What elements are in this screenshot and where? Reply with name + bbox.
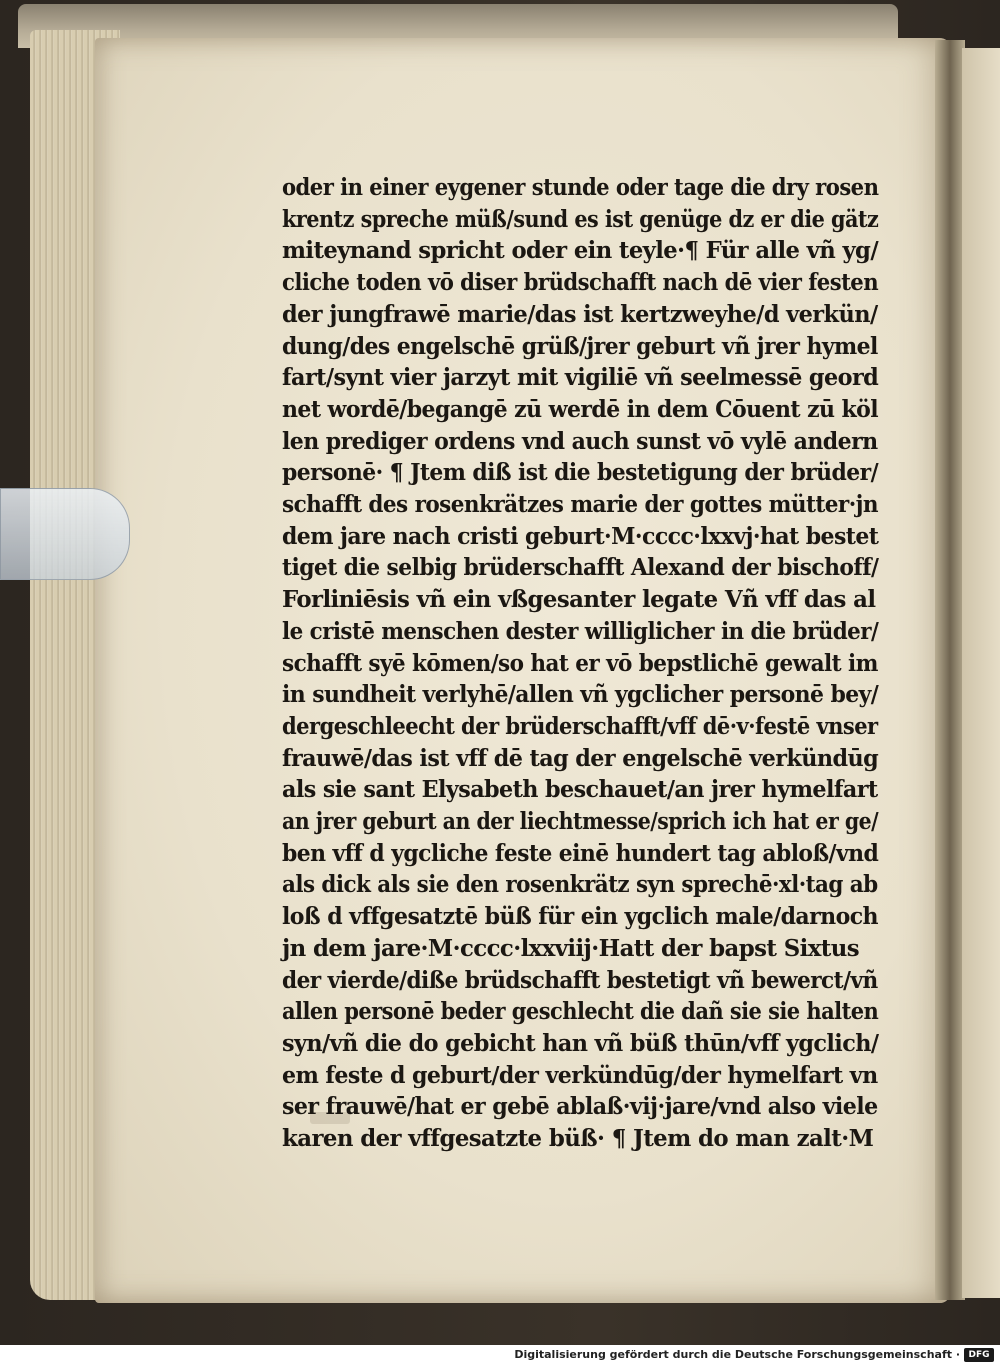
text-line: der jungfrawē marie/das ist kertzweyhe/d verkün/	[282, 300, 878, 328]
text-line: schafft syē kōmen/so hat er vō bepstlichē gewalt im	[282, 649, 878, 677]
text-line: krentz spreche müß/sund es ist genüge dz er die gätz	[282, 205, 879, 233]
text-line: oder in einer eygener stunde oder tage die dry rosen	[282, 174, 879, 201]
text-line: jn dem jare·M·cccc·lxxviij·Hatt der bapst Sixtus	[282, 934, 859, 962]
text-line: der vierde/diße brüdschafft bestetigt vñ bewerct/vñ	[282, 966, 878, 994]
page-clip	[0, 488, 130, 580]
book-gutter	[935, 40, 965, 1300]
text-line: dung/des engelschē grüß/jrer geburt vñ jrer hymel	[282, 332, 878, 360]
text-line: personē· ¶ Jtem diß ist die bestetigung der brüder/	[282, 459, 878, 487]
text-line: cliche toden vō diser brüdschafft nach dē vier festen	[282, 269, 879, 297]
footer-credit: Digitalisierung gefördert durch die Deutsche Forschungsgemeinschaft ·	[514, 1348, 960, 1361]
text-line: miteynand spricht oder ein teyle·¶ Für alle vñ yg/	[282, 237, 879, 265]
text-line: tiget die selbig brüderschafft Alexand der bischoff/	[282, 554, 879, 582]
text-line: loß d vffgesatztē büß für ein ygclich male/darnoch	[282, 903, 879, 931]
text-line: schafft des rosenkrätzes marie der gottes mütter·jn	[282, 491, 879, 519]
text-line: als dick als sie den rosenkrätz syn sprechē·xl·tag ab	[282, 871, 878, 899]
text-line: fart/synt vier jarzyt mit vigiliē vñ seelmessē geord	[282, 364, 879, 392]
text-line: syn/vñ die do gebicht han vñ büß thūn/vff ygclich/	[282, 1029, 879, 1057]
text-line: ser frauwē/hat er gebē ablaß·vij·jare/vnd also viele	[282, 1093, 878, 1121]
text-line: frauwē/das ist vff dē tag der engelschē verkündūg	[282, 744, 879, 772]
text-line: em feste d geburt/der verkündūg/der hymelfart vn	[282, 1061, 878, 1089]
footer	[0, 1345, 1000, 1366]
text-line: an jrer geburt an der liechtmesse/sprich ich hat er ge/	[282, 808, 879, 836]
text-line: ben vff d ygcliche feste einē hundert tag abloß/vnd	[282, 839, 879, 867]
page-text	[282, 172, 882, 1155]
text-line: dem jare nach cristi geburt·M·cccc·lxxvj·hat bestet	[282, 522, 879, 550]
next-page-edge	[962, 48, 1000, 1298]
text-line: le cristē menschen dester williglicher in die brüder/	[282, 617, 879, 645]
text-line: Forliniēsis vñ ein vßgesanter legate Vñ vff das al	[282, 586, 876, 614]
dfg-logo[interactable]: DFG	[964, 1348, 994, 1362]
text-line: in sundheit verlyhē/allen vñ ygclicher personē bey/	[282, 681, 879, 709]
text-line: allen personē beder geschlecht die dañ sie sie halten	[282, 998, 879, 1026]
text-line: dergeschleecht der brüderschafft/vff dē·v·festē vnser	[282, 712, 878, 740]
text-line: karen der vffgesatzte büß· ¶ Jtem do man zalt·M	[282, 1125, 874, 1153]
text-line: als sie sant Elysabeth beschauet/an jrer hymelfart	[282, 776, 878, 804]
text-line: len prediger ordens vnd auch sunst vō vylē andern	[282, 427, 878, 455]
text-line: net wordē/begangē zū werdē in dem Cōuent zū köl	[282, 395, 879, 423]
